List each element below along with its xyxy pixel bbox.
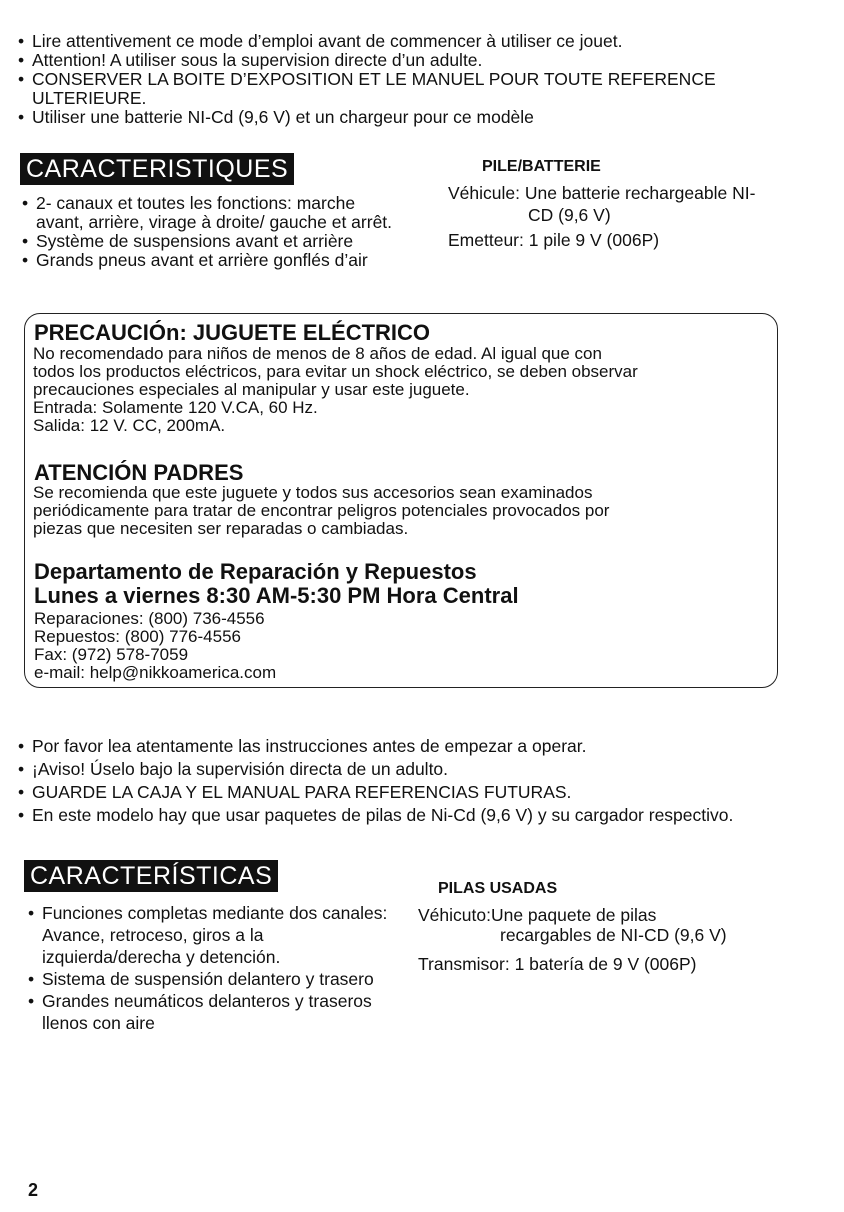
list-item: • Funciones completas mediante dos canales: Avance, retroceso, giros a la izquierda/derecha y detención. — [28, 902, 402, 968]
parents-line: piezas que necesiten ser reparadas o cambiadas. — [33, 519, 409, 538]
contact-fax: Fax: (972) 578-7059 — [34, 645, 189, 664]
caution-line: precauciones especiales al manipular y usar este juguete. — [33, 380, 470, 399]
caution-line: Salida: 12 V. CC, 200mA. — [33, 416, 226, 435]
list-item: • Utiliser une batterie NI-Cd (9,6 V) et un chargeur pour ce modèle — [18, 108, 818, 127]
list-item: • Por favor lea atentamente las instrucciones antes de empezar a operar. — [18, 735, 818, 758]
caution-line: No recomendado para niños de menos de 8 años de edad. Al igual que con — [33, 344, 602, 363]
caution-line: todos los productos eléctricos, para evitar un shock eléctrico, se deben observar — [33, 362, 638, 381]
hours-title: Lunes a viernes 8:30 AM-5:30 PM Hora Central — [34, 583, 519, 608]
es-features-list — [28, 902, 408, 1034]
fr-battery-section — [448, 158, 828, 251]
list-item: • En este modelo hay que usar paquetes de pilas de Ni-Cd (9,6 V) y su cargador respectivo. — [18, 804, 767, 827]
list-item: • Lire attentivement ce mode d’emploi avant de commencer à utiliser ce jouet. — [18, 32, 818, 51]
fr-features-heading: CARACTERISTIQUES — [20, 153, 294, 185]
list-item: • Grands pneus avant et arrière gonflés d’air — [22, 251, 427, 270]
fr-battery-title: PILE/BATTERIE — [482, 158, 601, 175]
es-instructions-list — [18, 735, 818, 827]
parents-line: periódicamente para tratar de encontrar peligros potenciales provocados por — [33, 501, 610, 520]
dept-title: Departamento de Reparación y Repuestos — [34, 559, 477, 584]
fr-battery-vehicle-cont: CD (9,6 V) — [528, 205, 611, 225]
fr-battery-vehicle: Véhicule: Une batterie rechargeable NI- — [448, 183, 756, 203]
parents-line: Se recomienda que este juguete y todos sus accesorios sean examinados — [33, 483, 593, 502]
list-item: • Attention! A utiliser sous la supervision directe d’un adulte. — [18, 51, 818, 70]
fr-battery-emitter: Emetteur: 1 pile 9 V (006P) — [448, 230, 660, 250]
parents-text — [33, 484, 773, 538]
caution-title: PRECAUCIÓn: JUGUETE ELÉCTRICO — [34, 320, 431, 345]
list-item: • Système de suspensions avant et arrière — [22, 232, 427, 251]
page-number: 2 — [28, 1180, 39, 1200]
es-battery-transmitter: Transmisor: 1 batería de 9 V (006P) — [418, 954, 697, 974]
list-item: • Grandes neumáticos delanteros y traseros llenos con aire — [28, 990, 382, 1034]
es-battery-title: PILAS USADAS — [438, 880, 558, 897]
list-item: • CONSERVER LA BOITE D’EXPOSITION ET LE MANUEL POUR TOUTE REFERENCE ULTERIEURE. — [18, 70, 822, 108]
warning-box — [24, 313, 778, 688]
fr-instructions-list — [18, 32, 818, 127]
list-item: • GUARDE LA CAJA Y EL MANUAL PARA REFERENCIAS FUTURAS. — [18, 781, 818, 804]
contact-repairs: Reparaciones: (800) 736-4556 — [34, 609, 265, 628]
es-battery-vehicle-cont: recargables de NI-CD (9,6 V) — [500, 925, 727, 945]
contact-email: e-mail: help@nikkoamerica.com — [34, 663, 277, 682]
list-item: • ¡Aviso! Úselo bajo la supervisión directa de un adulto. — [18, 758, 818, 781]
list-item: • 2- canaux et toutes les fonctions: marche avant, arrière, virage à droite/ gauche et arrêt. — [22, 194, 406, 232]
es-battery-section — [418, 880, 818, 975]
parents-title: ATENCIÓN PADRES — [34, 460, 244, 485]
caution-text — [33, 345, 773, 435]
fr-features-list — [22, 194, 427, 270]
es-features-heading: CARACTERÍSTICAS — [24, 860, 278, 892]
es-battery-vehicle: Véhicuto:Une paquete de pilas — [418, 905, 657, 925]
contacts — [34, 610, 276, 682]
caution-line: Entrada: Solamente 120 V.CA, 60 Hz. — [33, 398, 318, 417]
contact-parts: Repuestos: (800) 776-4556 — [34, 627, 241, 646]
list-item: • Sistema de suspensión delantero y trasero — [28, 968, 382, 990]
